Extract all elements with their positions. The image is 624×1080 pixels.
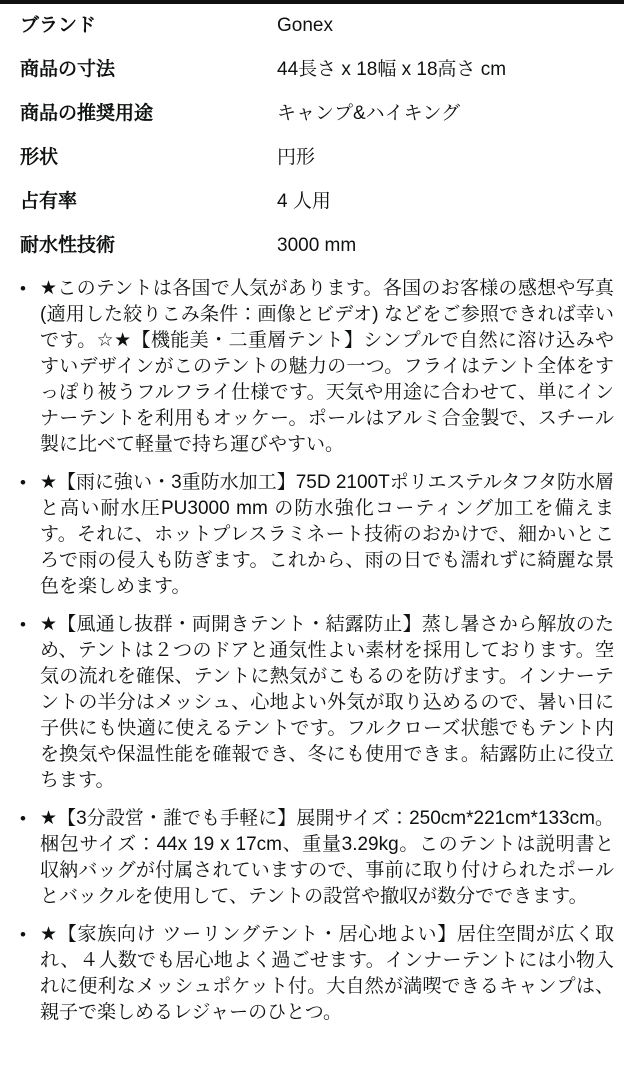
spec-value: キャンプ&ハイキング (277, 103, 461, 124)
feature-text: ★【家族向け ツーリングテント・居心地よい】居住空間が広く取れ、４人数でも居心地よく過ごせます。インナーテントには小物入れに便利なメッシュポケット付。大自然が満喫できるキャンプは、親子で楽しめるレジャーのひとつ。 (40, 924, 614, 1023)
spec-label: 商品の寸法 (20, 59, 116, 80)
list-item (20, 612, 614, 794)
bullet-icon: • (20, 473, 26, 492)
product-spec-table (0, 4, 624, 268)
spec-row-brand (20, 4, 604, 48)
feature-text: ★【雨に強い・3重防水加工】75D 2100Tポリエステルタフタ防水層と高い耐水圧PU3000 mm の防水強化コーティング加工を備えます。それに、ホットプレスラミネート技術のおかけで、細かいところで雨の侵入も防ぎます。これから、雨の日でも濡れずに綺麗な景色を楽しめます。 (40, 472, 614, 597)
spec-value: 3000 mm (277, 235, 357, 256)
spec-row-dimensions (20, 48, 604, 92)
bullet-icon: • (20, 809, 26, 828)
spec-label: 耐水性技術 (20, 235, 116, 256)
list-item (20, 470, 614, 600)
spec-row-water-resistance (20, 224, 604, 268)
bullet-icon: • (20, 279, 26, 298)
spec-label: ブランド (20, 15, 97, 36)
list-item (20, 276, 614, 458)
bullet-icon: • (20, 925, 26, 944)
spec-value: 44長さ x 18幅 x 18高さ cm (277, 59, 507, 80)
list-item (20, 922, 614, 1026)
spec-value: Gonex (277, 15, 333, 36)
list-item (20, 806, 614, 910)
spec-label: 商品の推奨用途 (20, 103, 154, 124)
spec-value: 4 人用 (277, 191, 331, 212)
spec-label: 形状 (20, 147, 59, 168)
spec-row-occupancy (20, 180, 604, 224)
spec-label: 占有率 (20, 191, 78, 212)
feature-text: ★【風通し抜群・両開きテント・結露防止】蒸し暑さから解放のため、テントは２つのドアと通気性よい素材を採用しております。空気の流れを確保、テントに熱気がこもるのを防げます。インナーテントの半分はメッシュ、心地よい外気が取り込めるので、暑い日に子供にも快適に使えるテントです。フルクローズ状態でもテント内を換気や保温性能を確報でき、冬にも使用できま。結露防止に役立ちます。 (40, 614, 614, 791)
feature-text: ★【3分設営・誰でも手軽に】展開サイズ：250cm*221cm*133cm。梱包サイズ：44x 19 x 17cm、重量3.29kg。このテントは説明書と収納バッグが付属されていますので、事前に取り付けられたポールとバックルを使用して、テントの設営や撤収が数分でできます。 (40, 808, 614, 907)
spec-row-recommended-use (20, 92, 604, 136)
feature-bullet-list (0, 276, 624, 1058)
feature-text: ★このテントは各国で人気があります。各国のお客様の感想や写真(適用した絞りこみ条件：画像とビデオ) などをご参照できれば幸いです。☆★【機能美・二重層テント】シンプルで自然に溶け込みやすいデザインがこのテントの魅力の一つ。フライはテント全体をすっぽり被うフルフライ仕様です。天気や用途に合わせて、単にインナーテントを利用もオッケー。ポールはアルミ合金製で、スチール製に比べて軽量で持ち運びやすい。 (40, 278, 614, 455)
spec-row-shape (20, 136, 604, 180)
bullet-icon: • (20, 615, 26, 634)
spec-value: 円形 (277, 147, 316, 168)
